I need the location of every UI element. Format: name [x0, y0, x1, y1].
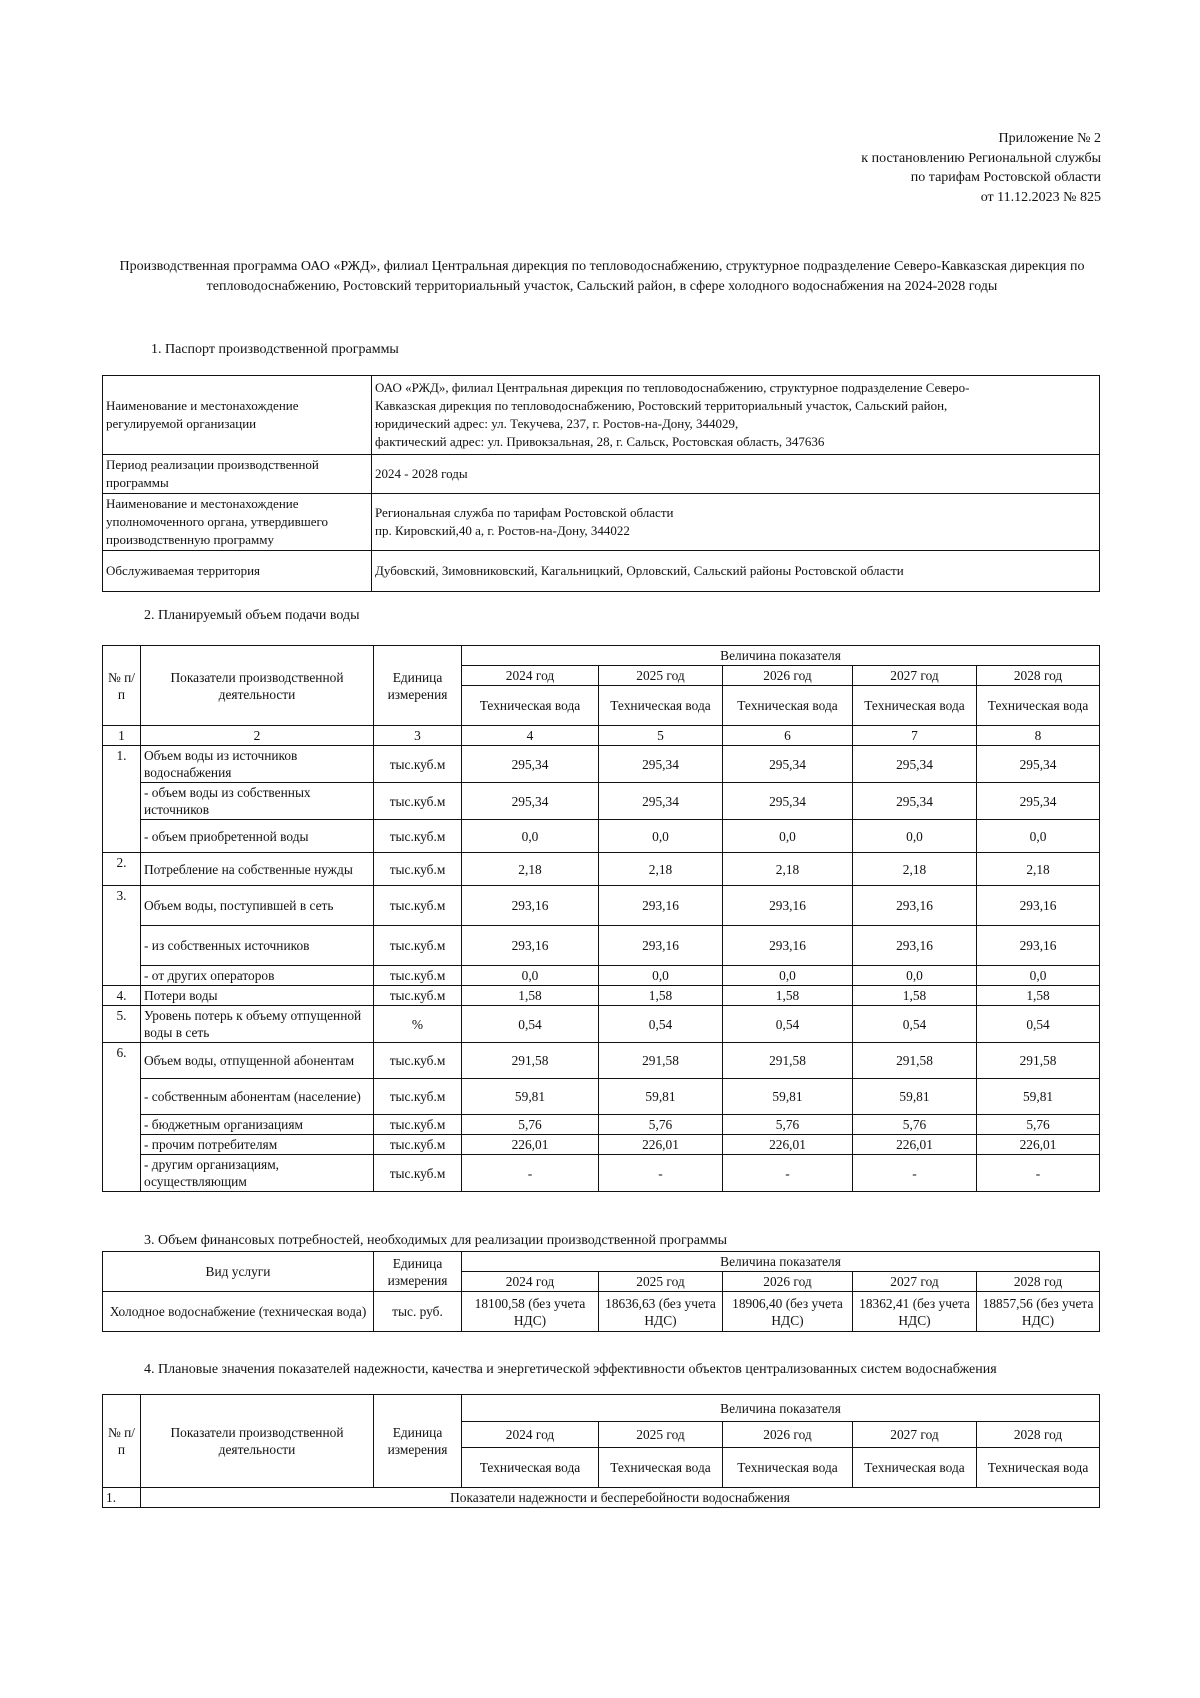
row-indicator: Объем воды, поступившей в сеть [141, 886, 374, 926]
section-2-title: 2. Планируемый объем подачи воды [144, 608, 360, 623]
row-num [103, 1135, 141, 1155]
row-unit: тыс.куб.м [374, 966, 462, 986]
row-num [103, 1079, 141, 1115]
header-water-type: Техническая вода [977, 1448, 1100, 1488]
row-value: 2,18 [723, 853, 853, 886]
row-value: 295,34 [599, 783, 723, 820]
section-1-title: 1. Паспорт производственной программы [151, 342, 399, 357]
row-value: 59,81 [723, 1079, 853, 1115]
header-water-type: Техническая вода [462, 686, 599, 726]
header-value: Величина показателя [462, 1252, 1100, 1272]
row-value: 293,16 [853, 886, 977, 926]
header-water-type: Техническая вода [462, 1448, 599, 1488]
row-value: 0,54 [723, 1006, 853, 1043]
row-value: 295,34 [977, 783, 1100, 820]
row-value: 293,16 [599, 886, 723, 926]
header-water-type: Техническая вода [853, 686, 977, 726]
financial-value: 18100,58 (без учета НДС) [462, 1292, 599, 1332]
header-value: Величина показателя [462, 1395, 1100, 1422]
row-value: 295,34 [462, 746, 599, 783]
header-water-type: Техническая вода [853, 1448, 977, 1488]
header-year: 2024 год [462, 1422, 599, 1448]
financial-value: 18857,56 (без учета НДС) [977, 1292, 1100, 1332]
passport-value: 2024 - 2028 годы [372, 455, 1100, 494]
header-num: № п/п [103, 1395, 141, 1488]
header-service: Вид услуги [103, 1252, 374, 1292]
row-num [103, 820, 141, 853]
row-value: 295,34 [977, 746, 1100, 783]
row-unit: тыс.куб.м [374, 1155, 462, 1192]
header-unit: Единица измерения [374, 1395, 462, 1488]
row-value: 291,58 [723, 1043, 853, 1079]
row-num: 1. [103, 1488, 141, 1508]
row-indicator: - прочим потребителям [141, 1135, 374, 1155]
row-value: 293,16 [462, 886, 599, 926]
row-value: 2,18 [853, 853, 977, 886]
passport-value-line: Кавказская дирекция по тепловодоснабжению, Ростовский территориальный участок, Сальский район, [375, 398, 948, 413]
row-value: 2,18 [599, 853, 723, 886]
row-num: 2. [103, 853, 141, 886]
section-4-title: 4. Плановые значения показателей надежности, качества и энергетической эффективности объектов централизованных систем водоснабжения [144, 1362, 997, 1377]
row-value: 293,16 [977, 886, 1100, 926]
row-unit: тыс.куб.м [374, 926, 462, 966]
passport-row [103, 455, 1100, 494]
row-num [103, 926, 141, 966]
header-water-type: Техническая вода [599, 686, 723, 726]
header-year: 2026 год [723, 1272, 853, 1292]
table-row [103, 1043, 1100, 1079]
column-number: 6 [723, 726, 853, 746]
row-value: 295,34 [599, 746, 723, 783]
row-value: - [977, 1155, 1100, 1192]
table-row [103, 1079, 1100, 1115]
row-value: 59,81 [599, 1079, 723, 1115]
row-value: 59,81 [462, 1079, 599, 1115]
table-row [103, 746, 1100, 783]
row-value: 0,54 [853, 1006, 977, 1043]
row-value: 291,58 [977, 1043, 1100, 1079]
appendix-line: к постановлению Региональной службы [861, 150, 1101, 166]
column-numbers-row [103, 726, 1100, 746]
column-number: 1 [103, 726, 141, 746]
appendix-header [861, 129, 1101, 207]
row-value: 295,34 [723, 746, 853, 783]
program-title: Производственная программа ОАО «РЖД», филиал Центральная дирекция по тепловодоснабжению, структурное подразделение Северо-Кавказская дирекция по тепловодоснабжению, Ростовский территориальный участок, Сальский район, в сфере холодного водоснабжения на 2024-2028 годы [119, 259, 1085, 294]
row-num [103, 1155, 141, 1192]
row-value: 5,76 [977, 1115, 1100, 1135]
table-row [103, 820, 1100, 853]
row-indicator: - из собственных источников [141, 926, 374, 966]
row-num [103, 966, 141, 986]
passport-value-line: фактический адрес: ул. Привокзальная, 28, г. Сальск, Ростовская область, 347636 [375, 434, 825, 449]
table-row [103, 1115, 1100, 1135]
passport-row [103, 376, 1100, 455]
financial-value: 18362,41 (без учета НДС) [853, 1292, 977, 1332]
row-unit: тыс.куб.м [374, 746, 462, 783]
header-indicator: Показатели производственной деятельности [141, 646, 374, 726]
header-indicator: Показатели производственной деятельности [141, 1395, 374, 1488]
passport-row [103, 494, 1100, 551]
row-value: 0,0 [977, 820, 1100, 853]
row-indicator: - бюджетным организациям [141, 1115, 374, 1135]
row-value: 0,54 [462, 1006, 599, 1043]
row-indicator: Объем воды из источников водоснабжения [141, 746, 374, 783]
column-number: 2 [141, 726, 374, 746]
header-water-type: Техническая вода [599, 1448, 723, 1488]
row-value: 0,54 [599, 1006, 723, 1043]
row-unit: тыс.куб.м [374, 1135, 462, 1155]
row-unit: % [374, 1006, 462, 1043]
financial-table [102, 1251, 1100, 1332]
row-value: 59,81 [853, 1079, 977, 1115]
header-year: 2025 год [599, 1272, 723, 1292]
passport-value [372, 494, 1100, 551]
passport-value-line: Региональная служба по тарифам Ростовской области [375, 505, 674, 520]
reliability-table [102, 1394, 1100, 1508]
section-3-title: 3. Объем финансовых потребностей, необходимых для реализации производственной программы [144, 1233, 728, 1248]
appendix-line: от 11.12.2023 № 825 [980, 189, 1101, 205]
row-unit: тыс.куб.м [374, 886, 462, 926]
row-value: 226,01 [723, 1135, 853, 1155]
row-unit: тыс.куб.м [374, 820, 462, 853]
row-value: 293,16 [462, 926, 599, 966]
column-number: 7 [853, 726, 977, 746]
service-name: Холодное водоснабжение (техническая вода) [103, 1292, 374, 1332]
row-num: 4. [103, 986, 141, 1006]
financial-value: 18906,40 (без учета НДС) [723, 1292, 853, 1332]
header-unit: Единица измерения [374, 646, 462, 726]
financial-row [103, 1292, 1100, 1332]
header-year: 2027 год [853, 1422, 977, 1448]
column-number: 5 [599, 726, 723, 746]
row-value: 0,0 [977, 966, 1100, 986]
row-value: 291,58 [462, 1043, 599, 1079]
row-value: 0,0 [462, 966, 599, 986]
row-indicator: - объем приобретенной воды [141, 820, 374, 853]
passport-value [372, 376, 1100, 455]
row-indicator: - собственным абонентам (население) [141, 1079, 374, 1115]
row-value: 0,0 [723, 820, 853, 853]
row-value: 2,18 [977, 853, 1100, 886]
row-num: 5. [103, 1006, 141, 1043]
table-row [103, 853, 1100, 886]
header-year: 2027 год [853, 1272, 977, 1292]
table-row [103, 783, 1100, 820]
row-value: 295,34 [462, 783, 599, 820]
table-row [103, 926, 1100, 966]
passport-row [103, 551, 1100, 592]
row-value: 0,0 [599, 820, 723, 853]
row-value: 5,76 [462, 1115, 599, 1135]
row-value: 2,18 [462, 853, 599, 886]
header-num: № п/п [103, 646, 141, 726]
row-num: 3. [103, 886, 141, 926]
passport-value-line: юридический адрес: ул. Текучева, 237, г. Ростов-на-Дону, 344029, [375, 416, 739, 431]
row-unit: тыс.куб.м [374, 986, 462, 1006]
row-indicator: Объем воды, отпущенной абонентам [141, 1043, 374, 1079]
passport-value-line: пр. Кировский,40 а, г. Ростов-на-Дону, 344022 [375, 523, 630, 538]
header-year: 2024 год [462, 1272, 599, 1292]
row-indicator: - объем воды из собственных источников [141, 783, 374, 820]
header-year: 2027 год [853, 666, 977, 686]
header-water-type: Техническая вода [977, 686, 1100, 726]
service-unit: тыс. руб. [374, 1292, 462, 1332]
row-num [103, 783, 141, 820]
row-value: 0,0 [853, 820, 977, 853]
header-year: 2025 год [599, 666, 723, 686]
table-row [103, 1006, 1100, 1043]
table-row [103, 1135, 1100, 1155]
row-indicator: Уровень потерь к объему отпущенной воды в сеть [141, 1006, 374, 1043]
row-value: 5,76 [853, 1115, 977, 1135]
header-water-type: Техническая вода [723, 1448, 853, 1488]
row-value: - [723, 1155, 853, 1192]
row-value: 0,0 [599, 966, 723, 986]
table-row [103, 1155, 1100, 1192]
reliability-row [103, 1488, 1100, 1508]
row-value: 5,76 [599, 1115, 723, 1135]
row-value: 295,34 [853, 746, 977, 783]
row-value: 295,34 [853, 783, 977, 820]
row-value: 293,16 [853, 926, 977, 966]
appendix-line: по тарифам Ростовской области [910, 170, 1101, 185]
row-value: 291,58 [853, 1043, 977, 1079]
row-section-label: Показатели надежности и бесперебойности водоснабжения [141, 1488, 1100, 1508]
passport-value-line: ОАО «РЖД», филиал Центральная дирекция по тепловодоснабжению, структурное подразделение Северо- [375, 380, 970, 395]
row-value: 293,16 [723, 886, 853, 926]
row-unit: тыс.куб.м [374, 1115, 462, 1135]
appendix-line: Приложение № 2 [998, 131, 1101, 146]
header-year: 2028 год [977, 666, 1100, 686]
row-value: 1,58 [723, 986, 853, 1006]
row-value: 226,01 [462, 1135, 599, 1155]
column-number: 8 [977, 726, 1100, 746]
row-value: - [462, 1155, 599, 1192]
row-unit: тыс.куб.м [374, 853, 462, 886]
financial-value: 18636,63 (без учета НДС) [599, 1292, 723, 1332]
row-unit: тыс.куб.м [374, 1043, 462, 1079]
row-indicator: Потери воды [141, 986, 374, 1006]
row-value: 59,81 [977, 1079, 1100, 1115]
passport-table [102, 375, 1100, 592]
header-value: Величина показателя [462, 646, 1100, 666]
row-value: 293,16 [977, 926, 1100, 966]
table-row [103, 986, 1100, 1006]
row-unit: тыс.куб.м [374, 1079, 462, 1115]
header-year: 2028 год [977, 1272, 1100, 1292]
passport-label: Обслуживаемая территория [103, 551, 372, 592]
row-num: 1. [103, 746, 141, 783]
row-value: 291,58 [599, 1043, 723, 1079]
row-value: 1,58 [853, 986, 977, 1006]
row-value: 0,0 [462, 820, 599, 853]
row-value: 0,0 [853, 966, 977, 986]
header-year: 2024 год [462, 666, 599, 686]
row-value: 293,16 [599, 926, 723, 966]
header-unit: Единица измерения [374, 1252, 462, 1292]
row-value: 295,34 [723, 783, 853, 820]
row-unit: тыс.куб.м [374, 783, 462, 820]
row-value: 1,58 [599, 986, 723, 1006]
row-value: 226,01 [599, 1135, 723, 1155]
row-value: 226,01 [853, 1135, 977, 1155]
row-num [103, 1115, 141, 1135]
row-indicator: - от других операторов [141, 966, 374, 986]
passport-value: Дубовский, Зимовниковский, Кагальницкий, Орловский, Сальский районы Ростовской области [372, 551, 1100, 592]
row-value: - [599, 1155, 723, 1192]
table-row [103, 886, 1100, 926]
row-value: 226,01 [977, 1135, 1100, 1155]
header-year: 2026 год [723, 666, 853, 686]
row-value: 293,16 [723, 926, 853, 966]
row-indicator: Потребление на собственные нужды [141, 853, 374, 886]
row-value: 5,76 [723, 1115, 853, 1135]
row-value: 0,54 [977, 1006, 1100, 1043]
column-number: 3 [374, 726, 462, 746]
row-num: 6. [103, 1043, 141, 1079]
water-volume-rows [103, 746, 1100, 1192]
header-water-type: Техническая вода [723, 686, 853, 726]
row-value: 1,58 [977, 986, 1100, 1006]
row-value: 1,58 [462, 986, 599, 1006]
passport-label: Наименование и местонахождение регулируемой организации [103, 376, 372, 455]
row-indicator: - другим организациям, осуществляющим [141, 1155, 374, 1192]
passport-label: Период реализации производственной программы [103, 455, 372, 494]
column-number: 4 [462, 726, 599, 746]
passport-label: Наименование и местонахождение уполномоченного органа, утвердившего производственную программу [103, 494, 372, 551]
row-value: 0,0 [723, 966, 853, 986]
header-year: 2025 год [599, 1422, 723, 1448]
water-volume-table [102, 645, 1100, 1192]
table-row [103, 966, 1100, 986]
header-year: 2026 год [723, 1422, 853, 1448]
header-year: 2028 год [977, 1422, 1100, 1448]
row-value: - [853, 1155, 977, 1192]
